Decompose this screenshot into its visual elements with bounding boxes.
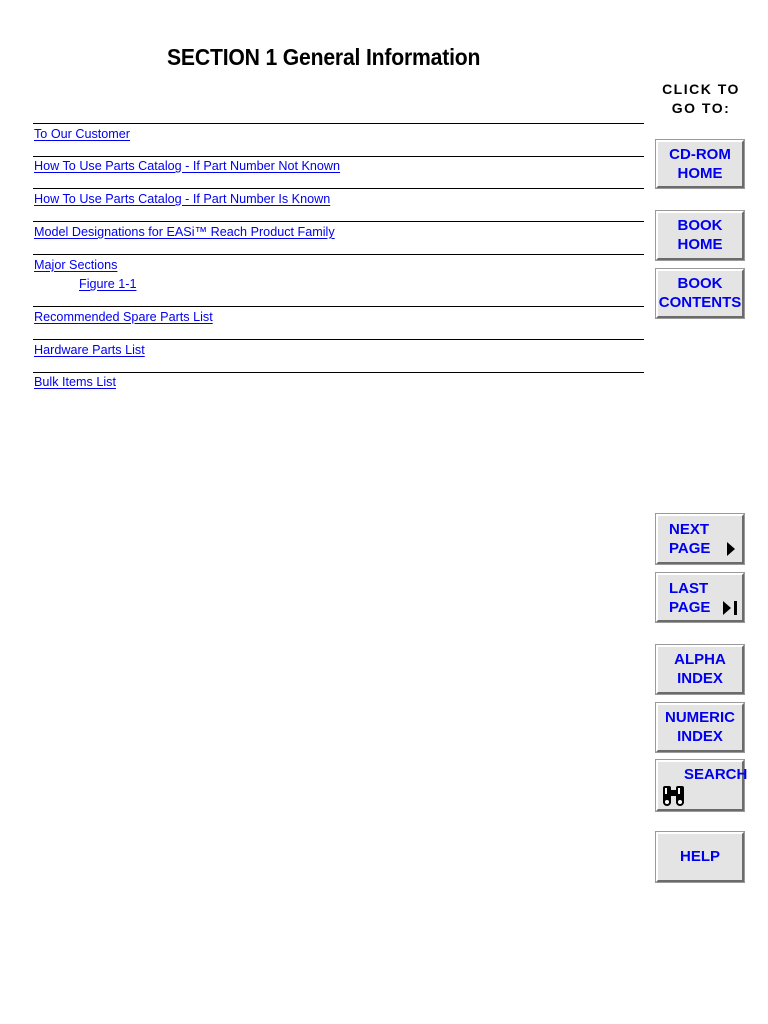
cd-rom-home-label: CD-ROM HOME	[669, 146, 731, 182]
last-page-label: LAST PAGE	[669, 580, 711, 616]
book-contents-label: BOOK CONTENTS	[658, 275, 742, 311]
search-button[interactable]	[656, 760, 748, 811]
last-page-button[interactable]	[656, 573, 744, 622]
toc-link-model-designations[interactable]: Model Designations for EASi™ Reach Product Family	[34, 224, 335, 239]
divider	[33, 221, 644, 222]
toc-link-part-number-is-known[interactable]: How To Use Parts Catalog - If Part Number Is Known	[34, 191, 331, 206]
page-title: SECTION 1 General Information	[167, 44, 481, 70]
help-button[interactable]	[656, 832, 744, 882]
click-to-go-to-label	[652, 80, 750, 118]
toc-link-recommended-spare-parts[interactable]: Recommended Spare Parts List	[34, 309, 213, 324]
search-label: SEARCH	[684, 766, 748, 783]
next-page-label: NEXT PAGE	[669, 521, 711, 557]
divider	[33, 339, 644, 340]
play-arrow-icon	[726, 542, 736, 556]
click-to-line-1: CLICK TO	[662, 81, 740, 97]
book-home-button[interactable]	[656, 211, 744, 260]
toc-link-to-our-customer[interactable]: To Our Customer	[34, 126, 131, 141]
divider	[33, 156, 644, 157]
alpha-index-button[interactable]	[656, 645, 744, 694]
toc-link-hardware-parts-list[interactable]: Hardware Parts List	[34, 342, 145, 357]
toc-link-part-number-not-known[interactable]: How To Use Parts Catalog - If Part Number Not Known	[34, 158, 341, 173]
book-contents-button[interactable]	[656, 269, 744, 318]
toc-link-bulk-items-list[interactable]: Bulk Items List	[34, 374, 116, 389]
divider	[33, 372, 644, 373]
toc-link-major-sections[interactable]: Major Sections	[34, 257, 118, 272]
book-home-label: BOOK HOME	[677, 217, 723, 253]
help-label: HELP	[679, 848, 720, 865]
divider	[33, 123, 644, 124]
toc-link-figure-1-1[interactable]: Figure 1-1	[79, 276, 137, 291]
cd-rom-home-button[interactable]	[656, 140, 744, 188]
next-page-button[interactable]	[656, 514, 744, 564]
alpha-index-label: ALPHA INDEX	[674, 651, 726, 687]
numeric-index-button[interactable]	[656, 703, 744, 752]
click-to-line-2: GO TO:	[671, 100, 731, 116]
divider	[33, 306, 644, 307]
divider	[33, 188, 644, 189]
divider	[33, 254, 644, 255]
skip-to-end-icon	[722, 601, 738, 615]
binoculars-icon	[661, 783, 687, 807]
numeric-index-label: NUMERIC INDEX	[665, 709, 735, 745]
